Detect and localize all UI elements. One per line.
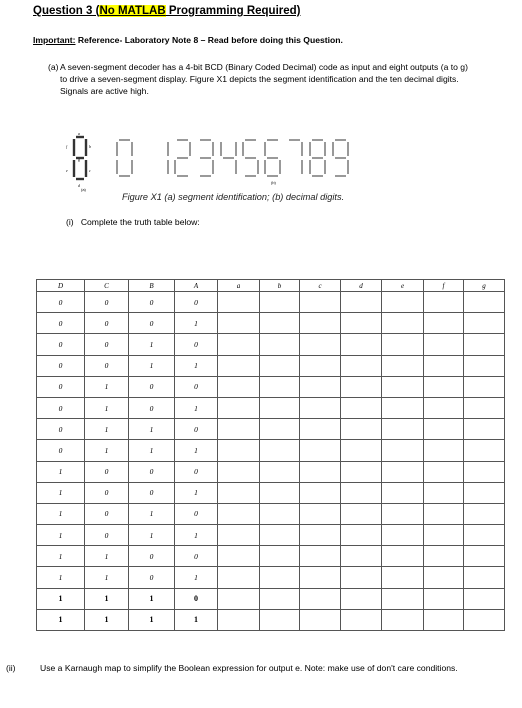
output-cell-blank	[341, 440, 382, 461]
input-cell: 1	[175, 313, 218, 334]
figure-sublabel-b: (b)	[271, 180, 276, 185]
output-cell-blank	[260, 546, 300, 567]
output-cell-blank	[218, 376, 260, 397]
output-cell-blank	[424, 376, 464, 397]
output-cell-blank	[424, 355, 464, 376]
title-suffix: Programming Required)	[165, 5, 301, 17]
output-cell-blank	[218, 482, 260, 503]
input-cell: 0	[85, 482, 129, 503]
output-cell-blank	[341, 461, 382, 482]
input-cell: 1	[175, 397, 218, 418]
output-cell-blank	[382, 419, 424, 440]
input-cell: 0	[37, 440, 85, 461]
title-highlight: No MATLAB	[99, 5, 166, 17]
output-cell-blank	[464, 567, 505, 588]
table-row	[37, 588, 505, 609]
input-cell: 1	[37, 525, 85, 546]
output-cell-blank	[300, 355, 341, 376]
table-row	[37, 461, 505, 482]
output-cell-blank	[341, 525, 382, 546]
seven-segment-figure	[66, 132, 386, 194]
segment-label-c: c	[89, 168, 91, 173]
output-cell-blank	[424, 334, 464, 355]
output-cell-blank	[464, 525, 505, 546]
input-cell: 0	[85, 313, 129, 334]
input-cell: 1	[37, 567, 85, 588]
table-row	[37, 546, 505, 567]
output-cell-blank	[341, 376, 382, 397]
output-cell-blank	[464, 397, 505, 418]
output-cell-blank	[382, 503, 424, 524]
output-cell-blank	[464, 419, 505, 440]
output-cell-blank	[464, 503, 505, 524]
output-cell-blank	[300, 419, 341, 440]
output-cell-blank	[424, 419, 464, 440]
input-cell: 1	[37, 588, 85, 609]
input-cell: 1	[85, 419, 129, 440]
part-i-label: (i)	[66, 217, 74, 227]
column-header-c: c	[300, 280, 341, 292]
input-cell: 1	[85, 567, 129, 588]
output-cell-blank	[300, 546, 341, 567]
output-cell-blank	[218, 334, 260, 355]
truth-table-header	[37, 280, 505, 292]
digit-6	[265, 140, 280, 176]
digit-4	[221, 142, 236, 174]
output-cell-blank	[382, 588, 424, 609]
table-row	[37, 482, 505, 503]
column-header-e: e	[382, 280, 424, 292]
output-cell-blank	[382, 440, 424, 461]
input-cell: 0	[37, 376, 85, 397]
output-cell-blank	[260, 567, 300, 588]
output-cell-blank	[341, 419, 382, 440]
output-cell-blank	[341, 567, 382, 588]
output-cell-blank	[260, 461, 300, 482]
input-cell: 1	[175, 525, 218, 546]
input-cell: 0	[85, 292, 129, 313]
output-cell-blank	[341, 397, 382, 418]
input-cell: 1	[175, 482, 218, 503]
input-cell: 0	[129, 292, 175, 313]
output-cell-blank	[260, 503, 300, 524]
output-cell-blank	[382, 334, 424, 355]
input-cell: 1	[175, 567, 218, 588]
table-row	[37, 334, 505, 355]
output-cell-blank	[300, 588, 341, 609]
output-cell-blank	[300, 525, 341, 546]
output-cell-blank	[300, 567, 341, 588]
output-cell-blank	[464, 546, 505, 567]
segment-identification	[66, 132, 91, 188]
column-header-a: a	[218, 280, 260, 292]
output-cell-blank	[464, 609, 505, 630]
part-a-label: (a)	[48, 62, 59, 72]
input-cell: 0	[37, 419, 85, 440]
title-prefix: Question 3 (	[33, 5, 100, 17]
output-cell-blank	[424, 482, 464, 503]
input-cell: 0	[37, 313, 85, 334]
input-cell: 0	[175, 419, 218, 440]
output-cell-blank	[300, 503, 341, 524]
input-cell: 0	[85, 525, 129, 546]
important-label: Important:	[33, 35, 76, 45]
output-cell-blank	[424, 588, 464, 609]
input-cell: 0	[37, 292, 85, 313]
digit-0	[117, 140, 132, 176]
output-cell-blank	[424, 292, 464, 313]
output-cell-blank	[218, 503, 260, 524]
output-cell-blank	[424, 313, 464, 334]
digit-9	[333, 140, 348, 176]
output-cell-blank	[464, 313, 505, 334]
table-row	[37, 355, 505, 376]
column-header-D: D	[37, 280, 85, 292]
column-header-C: C	[85, 280, 129, 292]
output-cell-blank	[464, 334, 505, 355]
digit-2	[175, 140, 190, 176]
output-cell-blank	[260, 482, 300, 503]
part-a	[48, 62, 468, 97]
output-cell-blank	[260, 292, 300, 313]
input-cell: 1	[37, 503, 85, 524]
input-cell: 0	[175, 588, 218, 609]
output-cell-blank	[218, 313, 260, 334]
segment-label-g: g	[78, 157, 80, 162]
segment-label-d: d	[78, 183, 80, 188]
table-row	[37, 313, 505, 334]
output-cell-blank	[218, 440, 260, 461]
input-cell: 0	[175, 334, 218, 355]
important-note	[33, 35, 343, 45]
input-cell: 0	[129, 461, 175, 482]
input-cell: 1	[37, 546, 85, 567]
input-cell: 1	[85, 588, 129, 609]
input-cell: 0	[129, 482, 175, 503]
output-cell-blank	[300, 313, 341, 334]
output-cell-blank	[464, 461, 505, 482]
output-cell-blank	[464, 292, 505, 313]
column-header-g: g	[464, 280, 505, 292]
input-cell: 1	[37, 482, 85, 503]
input-cell: 0	[37, 355, 85, 376]
output-cell-blank	[218, 567, 260, 588]
truth-table	[36, 279, 505, 631]
input-cell: 0	[129, 313, 175, 334]
part-ii-text: Use a Karnaugh map to simplify the Boolean expression for output e. Note: make use of don't care conditions.	[40, 663, 458, 673]
input-cell: 1	[129, 355, 175, 376]
input-cell: 1	[85, 609, 129, 630]
output-cell-blank	[464, 355, 505, 376]
output-cell-blank	[300, 334, 341, 355]
output-cell-blank	[424, 461, 464, 482]
input-cell: 1	[85, 397, 129, 418]
input-cell: 1	[37, 609, 85, 630]
input-cell: 1	[85, 376, 129, 397]
output-cell-blank	[300, 440, 341, 461]
column-header-B: B	[129, 280, 175, 292]
digit-5	[243, 140, 258, 176]
output-cell-blank	[218, 292, 260, 313]
output-cell-blank	[464, 482, 505, 503]
output-cell-blank	[218, 525, 260, 546]
column-header-d: d	[341, 280, 382, 292]
output-cell-blank	[260, 419, 300, 440]
segment-label-a: a	[78, 132, 80, 136]
input-cell: 1	[85, 440, 129, 461]
figure-sublabel-a: (a)	[81, 187, 86, 192]
input-cell: 1	[129, 588, 175, 609]
output-cell-blank	[382, 292, 424, 313]
output-cell-blank	[260, 355, 300, 376]
output-cell-blank	[382, 609, 424, 630]
output-cell-blank	[260, 313, 300, 334]
output-cell-blank	[260, 334, 300, 355]
output-cell-blank	[341, 609, 382, 630]
output-cell-blank	[424, 440, 464, 461]
output-cell-blank	[341, 313, 382, 334]
output-cell-blank	[382, 461, 424, 482]
output-cell-blank	[300, 376, 341, 397]
input-cell: 0	[129, 397, 175, 418]
input-cell: 0	[175, 376, 218, 397]
output-cell-blank	[218, 461, 260, 482]
output-cell-blank	[382, 376, 424, 397]
input-cell: 1	[175, 440, 218, 461]
digit-7	[289, 140, 302, 174]
input-cell: 0	[129, 376, 175, 397]
output-cell-blank	[260, 440, 300, 461]
input-cell: 0	[85, 355, 129, 376]
input-cell: 1	[129, 503, 175, 524]
decimal-digits	[117, 140, 348, 176]
table-row	[37, 503, 505, 524]
input-cell: 1	[129, 525, 175, 546]
table-row	[37, 419, 505, 440]
output-cell-blank	[424, 397, 464, 418]
table-row	[37, 397, 505, 418]
column-header-A: A	[175, 280, 218, 292]
input-cell: 1	[37, 461, 85, 482]
part-i-text: Complete the truth table below:	[80, 217, 200, 227]
output-cell-blank	[300, 292, 341, 313]
output-cell-blank	[260, 609, 300, 630]
output-cell-blank	[341, 588, 382, 609]
output-cell-blank	[424, 546, 464, 567]
input-cell: 0	[85, 334, 129, 355]
input-cell: 1	[175, 355, 218, 376]
input-cell: 0	[37, 334, 85, 355]
input-cell: 1	[85, 546, 129, 567]
table-row	[37, 376, 505, 397]
input-cell: 0	[175, 546, 218, 567]
input-cell: 0	[129, 546, 175, 567]
input-cell: 1	[129, 440, 175, 461]
input-cell: 1	[129, 419, 175, 440]
segment-label-f: f	[66, 144, 68, 149]
question-title	[33, 5, 301, 17]
part-i	[66, 217, 200, 227]
input-cell: 0	[175, 461, 218, 482]
output-cell-blank	[424, 609, 464, 630]
output-cell-blank	[382, 525, 424, 546]
output-cell-blank	[464, 376, 505, 397]
output-cell-blank	[382, 397, 424, 418]
output-cell-blank	[341, 334, 382, 355]
output-cell-blank	[382, 355, 424, 376]
output-cell-blank	[382, 546, 424, 567]
input-cell: 0	[175, 503, 218, 524]
input-cell: 0	[129, 567, 175, 588]
output-cell-blank	[300, 609, 341, 630]
output-cell-blank	[300, 397, 341, 418]
output-cell-blank	[382, 567, 424, 588]
output-cell-blank	[382, 313, 424, 334]
table-row	[37, 609, 505, 630]
segment-label-b: b	[89, 144, 91, 149]
column-header-b: b	[260, 280, 300, 292]
output-cell-blank	[464, 588, 505, 609]
input-cell: 0	[85, 503, 129, 524]
part-ii-label: (ii)	[6, 663, 16, 673]
output-cell-blank	[300, 461, 341, 482]
table-row	[37, 440, 505, 461]
figure-caption: Figure X1 (a) segment identification; (b) decimal digits.	[122, 192, 345, 202]
digit-8	[310, 140, 325, 176]
output-cell-blank	[260, 525, 300, 546]
output-cell-blank	[218, 397, 260, 418]
segment-label-e: e	[66, 168, 68, 173]
output-cell-blank	[260, 397, 300, 418]
important-text: Reference- Laboratory Note 8 – Read before doing this Question.	[75, 35, 343, 45]
output-cell-blank	[341, 503, 382, 524]
output-cell-blank	[464, 440, 505, 461]
output-cell-blank	[341, 482, 382, 503]
input-cell: 1	[129, 609, 175, 630]
output-cell-blank	[218, 588, 260, 609]
output-cell-blank	[341, 355, 382, 376]
output-cell-blank	[341, 546, 382, 567]
table-row	[37, 292, 505, 313]
output-cell-blank	[260, 588, 300, 609]
column-header-f: f	[424, 280, 464, 292]
input-cell: 0	[37, 397, 85, 418]
input-cell: 1	[175, 609, 218, 630]
output-cell-blank	[424, 503, 464, 524]
part-a-text: A seven-segment decoder has a 4-bit BCD (Binary Coded Decimal) code as input and eight outputs (a to g) to drive a seven-segment display. Figure X1 depicts the segment identification and the ten decimal digits. Signals are active high.	[60, 62, 468, 96]
output-cell-blank	[382, 482, 424, 503]
table-row	[37, 567, 505, 588]
input-cell: 0	[85, 461, 129, 482]
output-cell-blank	[218, 546, 260, 567]
digit-3	[200, 140, 213, 176]
output-cell-blank	[218, 609, 260, 630]
output-cell-blank	[424, 567, 464, 588]
output-cell-blank	[218, 355, 260, 376]
output-cell-blank	[218, 419, 260, 440]
output-cell-blank	[341, 292, 382, 313]
table-row	[37, 525, 505, 546]
output-cell-blank	[300, 482, 341, 503]
input-cell: 0	[175, 292, 218, 313]
output-cell-blank	[424, 525, 464, 546]
input-cell: 1	[129, 334, 175, 355]
output-cell-blank	[260, 376, 300, 397]
